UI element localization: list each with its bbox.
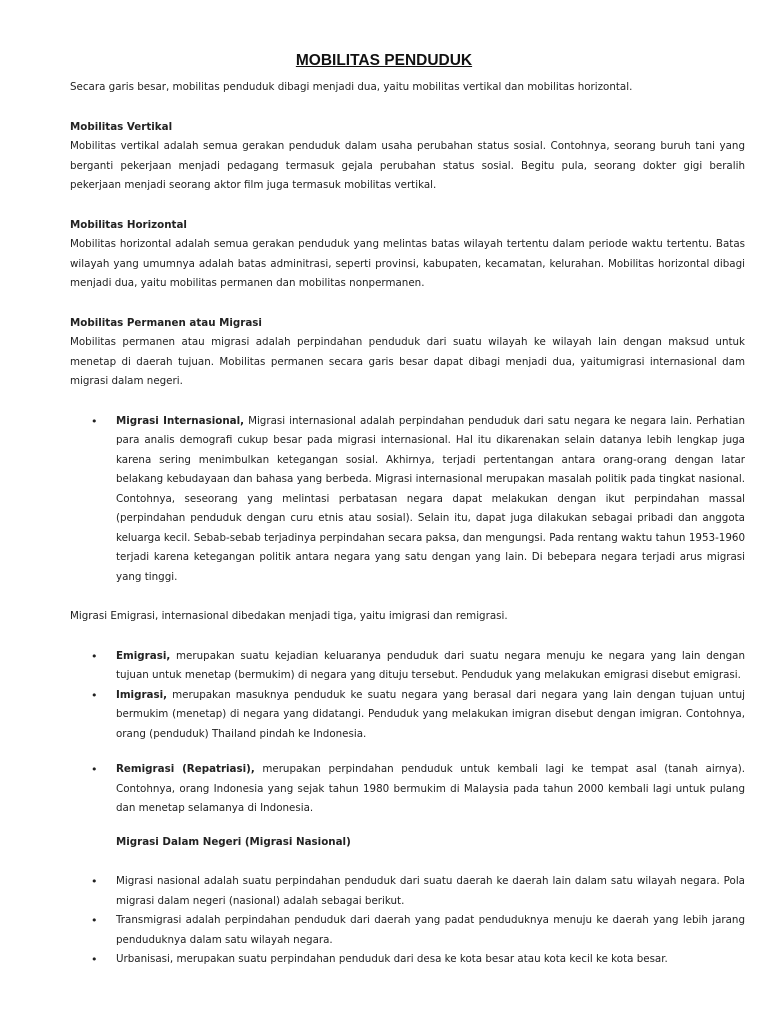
intro-paragraph: Secara garis besar, mobilitas penduduk dibagi menjadi dua, yaitu mobilitas vertikal dan mobilitas horizontal.	[70, 81, 633, 93]
term-internasional: Migrasi Internasional,	[116, 414, 245, 427]
term-emigrasi: Emigrasi,	[116, 649, 171, 662]
list-item	[70, 686, 745, 745]
nasional-list	[70, 872, 745, 970]
tiga-intro-paragraph: Migrasi Emigrasi, internasional dibedakan menjadi tiga, yaitu imigrasi dan remigrasi.	[70, 610, 508, 622]
list-item: • Urbanisasi, merupakan suatu perpindahan penduduk dari desa ke kota besar atau kota kecil ke kota besar.	[70, 950, 745, 970]
document-body	[70, 78, 745, 970]
text-emigrasi: merupakan suatu kejadian keluaranya penduduk dari suatu negara menuju ke negara yang lain dengan tujuan untuk menetap (bermukim) di negara yang dituju tersebut. Penduduk yang melakukan emigrasi disebut emigrasi.	[116, 649, 745, 681]
internasional-list	[70, 412, 745, 588]
text-remigrasi: merupakan perpindahan penduduk untuk kembali lagi ke tempat asal (tanah airnya). Contohnya, orang Indonesia yang sejak tahun 1980 bermukim di Malaysia pada tahun 2000 kembali lagi untuk pulang dan menetap selamanya di Indonesia.	[116, 763, 745, 814]
paragraph-permanen: Mobilitas permanen atau migrasi adalah perpindahan penduduk dari suatu wilayah ke wilayah lain dengan maksud untuk menetap di daerah tujuan. Mobilitas permanen secara garis besar dapat dibagi menjadi dua, yaitumigrasi internasional dam migrasi dalam negeri.	[70, 336, 745, 387]
text-imigrasi: merupakan masuknya penduduk ke suatu negara yang berasal dari negara yang lain dengan tujuan untuj bermukim (menetap) di negara yang didatangi. Penduduk yang melakukan imigran disebut dengan imigran. Contohnya, orang (penduduk) Thailand pindah ke Indonesia.	[116, 688, 745, 740]
heading-permanen: Mobilitas Permanen atau Migrasi	[70, 316, 262, 329]
paragraph-horizontal: Mobilitas horizontal adalah semua gerakan penduduk yang melintas batas wilayah tertentu dalam periode waktu tertentu. Batas wilayah yang umumnya adalah batas adminitrasi, seperti provinsi, kabupaten, kecamatan, kelurahan. Mobilitas horizontal dibagi menjadi dua, yaitu mobilitas permanen dan mobilitas nonpermanen.	[70, 238, 745, 289]
list-item	[70, 412, 745, 588]
list-item: • Migrasi nasional adalah suatu perpindahan penduduk dari suatu daerah ke daerah lain dalam satu wilayah negara. Pola migrasi dalam negeri (nasional) adalah sebagai berikut.	[70, 872, 745, 911]
heading-horizontal: Mobilitas Horizontal	[70, 218, 187, 231]
heading-nasional: Migrasi Dalam Negeri (Migrasi Nasional)	[116, 835, 351, 848]
paragraph-vertikal: Mobilitas vertikal adalah semua gerakan penduduk dalam usaha perubahan status sosial. Contohnya, seorang buruh tani yang berganti pekerjaan menjadi pedagang termasuk gejala perubahan status sosial. Begitu pula, seorang dokter gigi beralih pekerjaan menjadi seorang aktor film juga termasuk mobilitas vertikal.	[70, 140, 745, 191]
term-remigrasi: Remigrasi (Repatriasi),	[116, 763, 255, 775]
text-internasional: Migrasi internasional adalah perpindahan penduduk dari satu negara ke negara lain. Perhatian para analis demografi cukup besar pada migrasi internasional. Hal itu dikarenakan selain datanya lebih lengkap juga karena sering menimbulkan ketegangan sosial. Akhirnya, terjadi pertentangan antara orang-orang dengan latar belakang kebudayaan dan bahasa yang berbeda. Migrasi internasional merupakan masalah politik pada tingkat nasional. Contohnya, seseorang yang melintasi perbatasan negara dapat melakukan dengan ikut perpindahan massal (perpindahan penduduk dengan curu etnis atau sosial). Selain itu, dapat juga dilakukan sebagai pribadi dan anggota keluarga kecil. Sebab-sebab terjadinya perpindahan secara paksa, dan mengungsi. Pada rentang waktu tahun 1953-1960 terjadi karena ketegangan politik antara negara yang satu dengan yang lain. Di bebepara negara terjadi arus migrasi yang tinggi.	[116, 414, 745, 583]
list-item	[70, 760, 745, 819]
list-item	[70, 647, 745, 686]
page-title: MOBILITAS PENDUDUK	[295, 52, 473, 69]
tiga-list	[70, 647, 745, 819]
heading-vertikal: Mobilitas Vertikal	[70, 120, 173, 133]
list-item: • Transmigrasi adalah perpindahan penduduk dari daerah yang padat penduduknya menuju ke daerah yang lebih jarang penduduknya dalam satu wilayah negara.	[70, 911, 745, 950]
term-imigrasi: Imigrasi,	[116, 688, 168, 701]
